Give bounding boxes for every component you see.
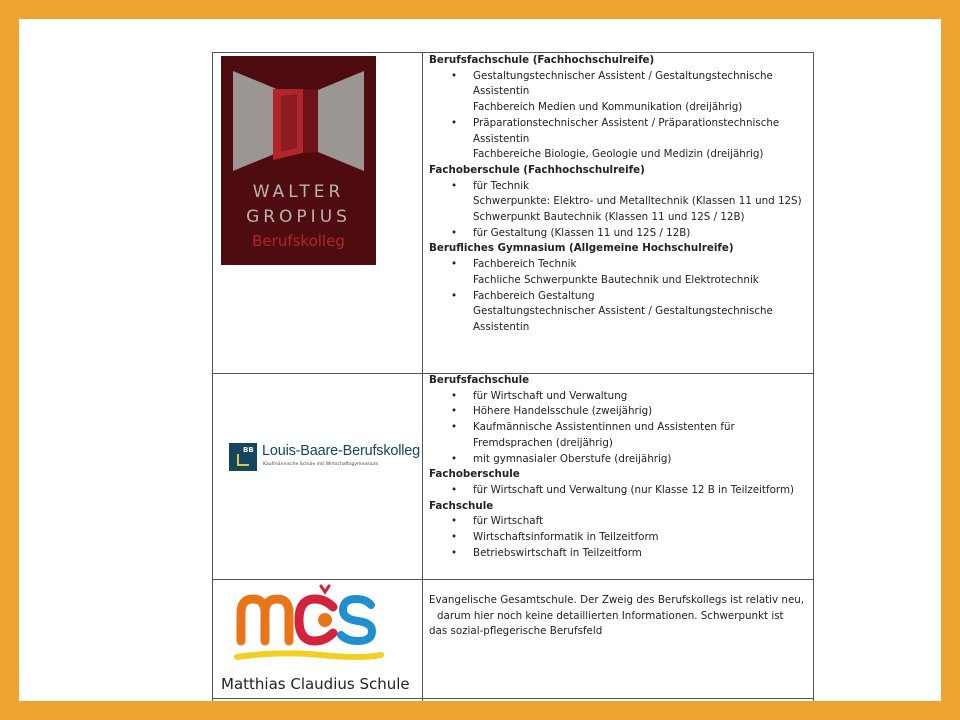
item-subline: Assistentin	[473, 132, 530, 145]
item-subline: Schwerpunkte: Elektro- und Metalltechnik (Klassen 11 und 12S)	[473, 195, 802, 208]
item-text: für Wirtschaft und Verwaltung	[473, 389, 628, 402]
bullet-list	[429, 514, 809, 561]
list-item	[429, 289, 809, 305]
row1-content	[429, 53, 809, 336]
logo-word-walter: WALTER	[252, 182, 345, 202]
item-text: für Wirtschaft	[473, 515, 544, 528]
bullet-list	[429, 257, 809, 273]
item-subline: Fachliche Schwerpunkte Bautechnik und Elektrotechnik	[473, 273, 759, 286]
paragraph-line: Evangelische Gesamtschule. Der Zweig des Berufskollegs ist relativ neu,	[429, 594, 805, 606]
bullet-list	[429, 452, 809, 468]
row2-content	[429, 373, 809, 561]
louis-baare-mark-icon	[229, 443, 257, 471]
list-item	[429, 179, 809, 195]
list-item	[429, 483, 809, 499]
item-subline: Fachbereich Medien und Kommunikation (dreijährig)	[473, 101, 743, 114]
louis-baare-logo	[229, 441, 419, 475]
item-text: Fachbereich Technik	[473, 258, 577, 271]
column-divider	[422, 53, 423, 701]
mcs-logo	[221, 569, 416, 693]
slide	[19, 19, 941, 701]
bullet-list	[429, 116, 809, 132]
bullet-list	[429, 483, 809, 499]
list-item	[429, 420, 809, 436]
section-heading: Berufliches Gymnasium (Allgemeine Hochschulreife)	[429, 242, 734, 255]
paragraph-line: das sozial-pflegerische Berufsfeld	[429, 625, 603, 638]
section-heading: Fachoberschule (Fachhochschulreife)	[429, 163, 645, 176]
section-heading: Fachschule	[429, 499, 494, 512]
item-subline: Gestaltungstechnischer Assistent / Gestaltungstechnische	[473, 305, 773, 318]
item-text: Gestaltungstechnischer Assistent / Gestaltungstechnische	[473, 69, 773, 82]
mcs-caption: Matthias Claudius Schule	[221, 675, 410, 693]
list-item	[429, 546, 809, 562]
list-item	[429, 69, 809, 85]
walter-gropius-logo	[221, 56, 376, 265]
row-divider	[213, 698, 813, 699]
list-item	[429, 226, 809, 242]
walter-gropius-emblem	[221, 56, 376, 186]
bullet-list	[429, 389, 809, 436]
item-text: mit gymnasialer Oberstufe (dreijährig)	[473, 452, 672, 465]
section-heading: Fachoberschule	[429, 468, 520, 481]
bullet-list	[429, 226, 809, 242]
list-item	[429, 389, 809, 405]
item-subline: Assistentin	[473, 320, 530, 333]
section-heading: Berufsfachschule	[429, 374, 530, 386]
list-item	[429, 116, 809, 132]
schools-table	[212, 52, 814, 701]
item-text: Wirtschaftsinformatik in Teilzeitform	[473, 531, 659, 544]
list-item	[429, 514, 809, 530]
item-text: für Wirtschaft und Verwaltung (nur Klasse 12 B in Teilzeitform)	[473, 483, 794, 496]
list-item	[429, 257, 809, 273]
item-subline: Fremdsprachen (dreijährig)	[473, 436, 613, 449]
logo-word-berufskolleg: Berufskolleg	[252, 232, 345, 250]
item-subline: Assistentin	[473, 85, 530, 98]
item-text: Präparationstechnischer Assistent / Präparationstechnische	[473, 116, 780, 129]
item-subline: Schwerpunkt Bautechnik (Klassen 11 und 12S / 12B)	[473, 211, 745, 224]
item-text: Kaufmännische Assistentinnen und Assistenten für	[473, 421, 735, 434]
mcs-emblem	[221, 569, 416, 669]
list-item	[429, 404, 809, 420]
item-text: Fachbereich Gestaltung	[473, 289, 595, 302]
list-item	[429, 530, 809, 546]
item-text: Höhere Handelsschule (zweijährig)	[473, 405, 653, 418]
louis-baare-tagline: Kaufmännische Schule mit Wirtschaftsgymnasium	[263, 462, 379, 467]
item-text: für Technik	[473, 179, 530, 192]
item-subline: Fachbereiche Biologie, Geologie und Medizin (dreijährig)	[473, 148, 764, 161]
louis-baare-name: Louis-Baare-Berufskolleg	[262, 443, 421, 459]
row3-content	[429, 593, 809, 640]
logo-word-gropius: GROPIUS	[246, 207, 351, 227]
paragraph-line: darum hier noch keine detaillierten Informationen. Schwerpunkt ist	[437, 609, 784, 622]
logo-mark-text: BB	[243, 446, 254, 454]
item-text: für Gestaltung (Klassen 11 und 12S / 12B)	[473, 226, 691, 239]
item-text: Betriebswirtschaft in Teilzeitform	[473, 546, 642, 559]
bullet-list	[429, 179, 809, 195]
section-heading: Berufsfachschule (Fachhochschulreife)	[429, 54, 655, 66]
bullet-list	[429, 69, 809, 85]
bullet-list	[429, 289, 809, 305]
list-item	[429, 452, 809, 468]
